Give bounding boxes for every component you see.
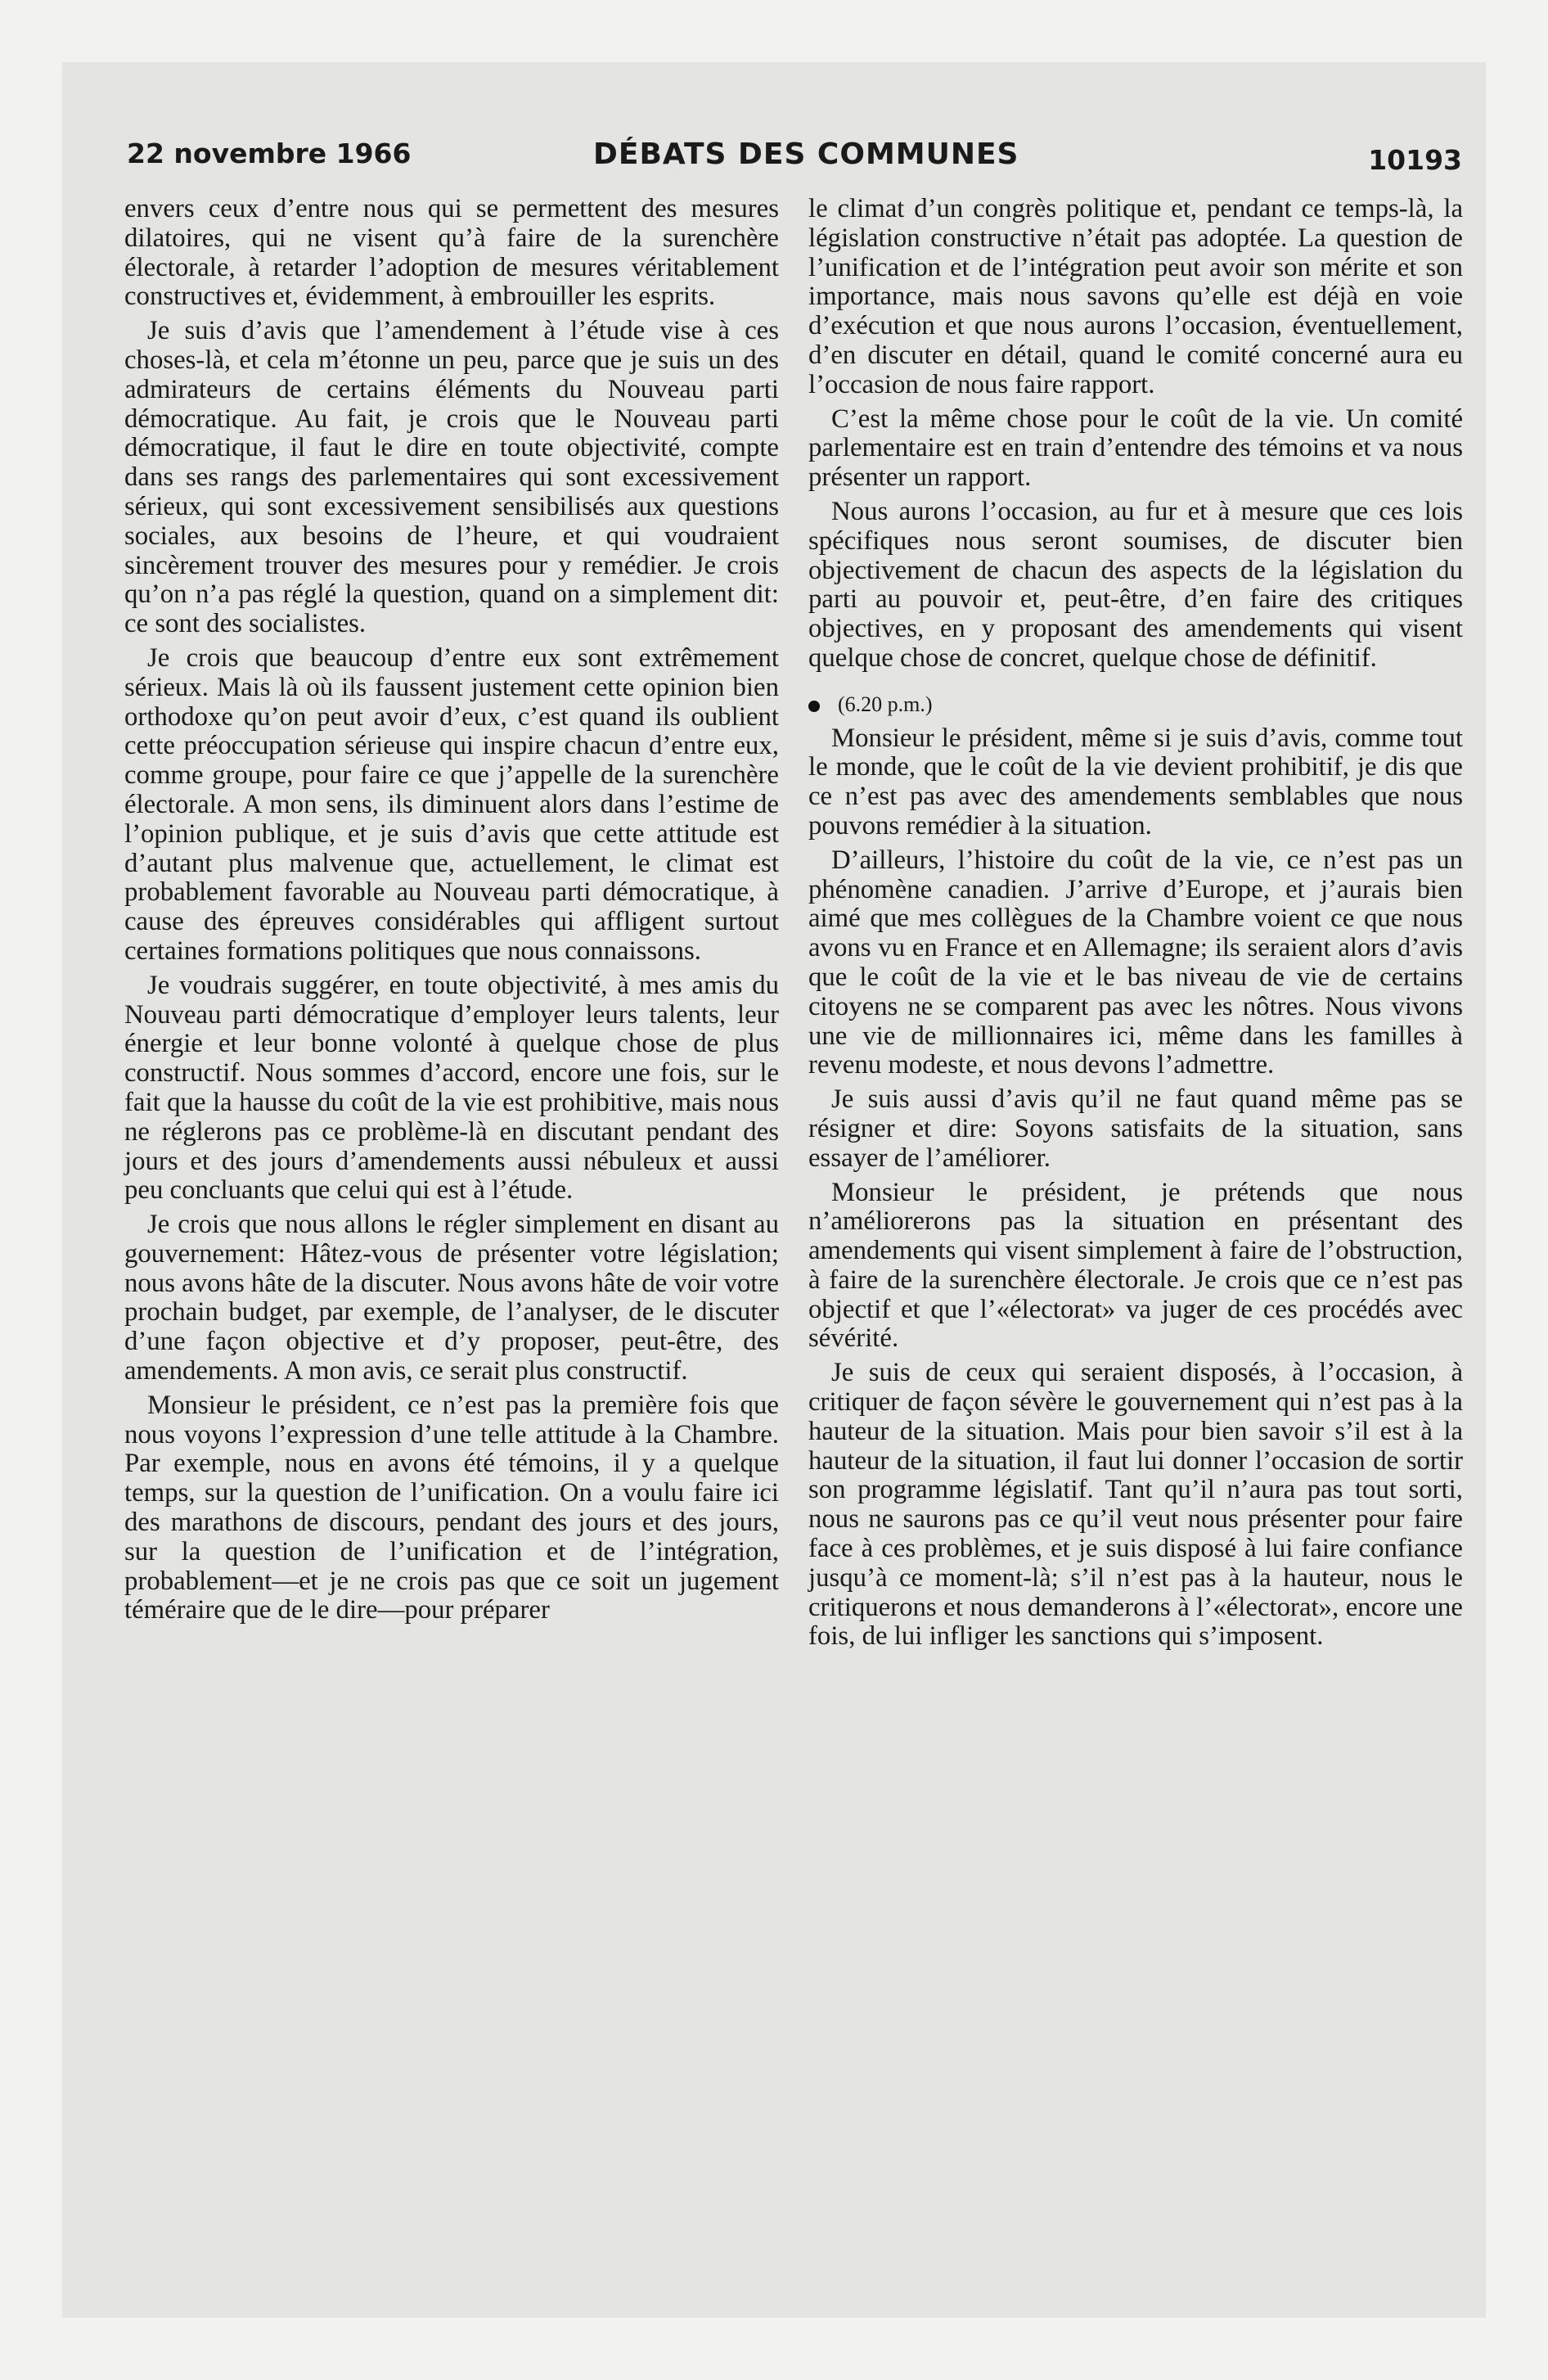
paragraph: Monsieur le président, je prétends que nous n’améliorerons pas la situation en présentant des amendements qui visent simplement à faire de l’obstruction, à faire de la surenchère électorale. Je crois que ce n’est pas objectif et que l’«électorat» va juger de ces procédés avec sévérité. <box>808 1177 1463 1354</box>
right-column <box>808 195 1463 1652</box>
header-date: 22 novembre 1966 <box>127 137 412 169</box>
paragraph: Je suis aussi d’avis qu’il ne faut quand même pas se résigner et dire: Soyons satisfaits de la situation, sans essayer de l’améliorer. <box>808 1084 1463 1173</box>
paragraph: Nous aurons l’occasion, au fur et à mesure que ces lois spécifiques nous seront soumises, de discuter bien objectivement de chacun des aspects de la législation du parti au pouvoir et, peut-être, d’en faire des critiques objectives, en y proposant des amendements qui visent quelque chose de concret, quelque chose de définitif. <box>808 496 1463 673</box>
paragraph: le climat d’un congrès politique et, pendant ce temps-là, la législation constructive n’était pas adoptée. La question de l’unification et de l’intégration peut avoir son mérite et son importance, mais nous savons qu’elle est déjà en voie d’exécution et que nous aurons l’occasion, éventuellement, d’en discuter en détail, quand le comité concerné aura eu l’occasion de nous faire rapport. <box>808 194 1463 399</box>
paragraph: Je suis de ceux qui seraient disposés, à l’occasion, à critiquer de façon sévère le gouvernement qui n’est pas à la hauteur de la situation. Mais pour bien savoir s’il est à la hauteur de la situation, il faut lui donner l’occasion de sortir son programme législatif. Tant qu’il n’aura pas tout sorti, nous ne saurons pas ce qu’il veut nous présenter pour faire face à ces problèmes, et je suis disposé à lui faire confiance jusqu’à ce moment-là; s’il n’est pas à la hauteur, nous le critiquerons et nous demanderons à l’«électorat», encore une fois, de lui infliger les sanctions qui s’imposent. <box>808 1358 1463 1652</box>
left-column <box>124 195 779 1625</box>
paragraph: C’est la même chose pour le coût de la vie. Un comité parlementaire est en train d’entendre des témoins et va nous présenter un rapport. <box>808 403 1463 493</box>
time-marker-text: (6.20 p.m.) <box>838 692 933 716</box>
header-title: DÉBATS DES COMMUNES <box>593 137 1019 171</box>
paragraph: Monsieur le président, même si je suis d’avis, comme tout le monde, que le coût de la vie devient prohibitif, je dis que ce n’est pas avec des amendements semblables que nous pouvons remédier à la situation. <box>808 723 1463 841</box>
bullet-icon <box>808 701 820 712</box>
paragraph: D’ailleurs, l’histoire du coût de la vie, ce n’est pas un phénomène canadien. J’arrive d’Europe, et j’aurais bien aimé que mes collègues de la Chambre voient ce que nous avons vu en France et en Allemagne; ils seraient alors d’avis que le coût de la vie et le bas niveau de vie de certains citoyens ne se comparent pas avec les nôtres. Nous vivons une vie de millionnaires ici, même dans les familles à revenu modeste, et nous devons l’admettre. <box>808 845 1463 1080</box>
paragraph: Je crois que nous allons le régler simplement en disant au gouvernement: Hâtez-vous de présenter votre législation; nous avons hâte de la discuter. Nous avons hâte de voir votre prochain budget, par exemple, de l’analyser, de le discuter d’une façon objective et d’y proposer, peut-être, des amendements. A mon avis, ce serait plus constructif. <box>124 1210 779 1386</box>
page-header <box>127 137 1462 187</box>
paragraph: envers ceux d’entre nous qui se permettent des mesures dilatoires, qui ne visent qu’à faire de la surenchère électorale, à retarder l’adoption de mesures véritablement constructives et, évidemment, à embrouiller les esprits. <box>124 194 779 312</box>
paragraph: Monsieur le président, ce n’est pas la première fois que nous voyons l’expression d’une telle attitude à la Chambre. Par exemple, nous en avons été témoins, il y a quelque temps, sur la question de l’unification. On a voulu faire ici des marathons de discours, pendant des jours et des jours, sur la question de l’unification et de l’intégration, probablement—et je ne crois pas que ce soit un jugement téméraire que de le dire—pour préparer <box>124 1390 779 1625</box>
page-number: 10193 <box>1368 144 1462 176</box>
time-marker <box>808 690 1463 719</box>
paragraph: Je voudrais suggérer, en toute objectivité, à mes amis du Nouveau parti démocratique d’employer leurs talents, leur énergie et leur bonne volonté à quelque chose de plus constructif. Nous sommes d’accord, encore une fois, sur le fait que la hausse du coût de la vie est prohibitive, mais nous ne réglerons pas ce problème-là en discutant pendant des jours et des jours d’amendements aussi nébuleux et aussi peu concluants que celui qui est à l’étude. <box>124 970 779 1206</box>
paragraph: Je crois que beaucoup d’entre eux sont extrêmement sérieux. Mais là où ils faussent justement cette opinion bien orthodoxe qu’on peut avoir d’eux, c’est quand ils oublient cette préoccupation sérieuse qui inspire chacun d’entre eux, comme groupe, pour faire ce que j’appelle de la surenchère électorale. A mon sens, ils diminuent alors dans l’estime de l’opinion publique, et je suis d’avis que cette attitude est d’autant plus malvenue que, actuellement, le climat est probablement favorable au Nouveau parti démocratique, à cause des épreuves considérables qui affligent surtout certaines formations politiques que nous connaissons. <box>124 642 779 966</box>
paragraph: Je suis d’avis que l’amendement à l’étude vise à ces choses-là, et cela m’étonne un peu, parce que je suis un des admirateurs de certains éléments du Nouveau parti démocratique. Au fait, je crois que le Nouveau parti démocratique, il faut le dire en toute objectivité, compte dans ses rangs des parlementaires qui sont excessivement sérieux, qui sont excessivement sensibilisés aux questions sociales, aux besoins de l’heure, et qui voudraient sincèrement trouver des mesures pour y remédier. Je crois qu’on n’a pas réglé la question, quand on a simplement dit: ce sont des socialistes. <box>124 316 779 639</box>
